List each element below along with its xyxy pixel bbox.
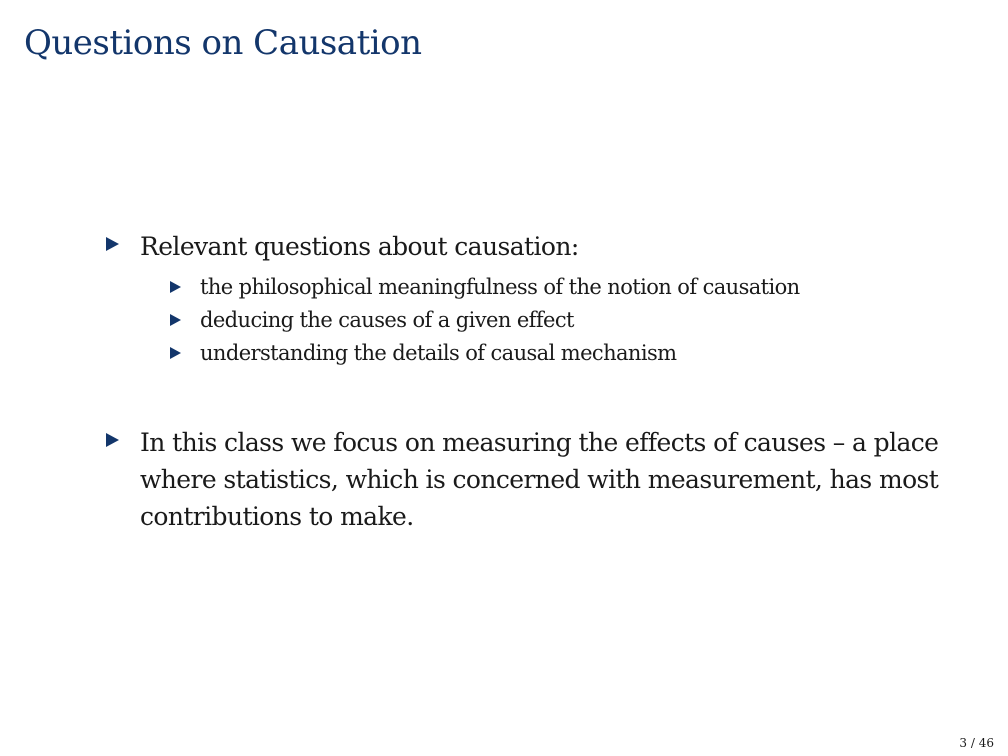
bullet-item-class-focus: [104, 424, 944, 535]
bullet-item-relevant-questions: [104, 228, 944, 370]
sub-bullet-text: understanding the details of causal mechanism: [200, 341, 677, 365]
triangle-right-icon: [106, 237, 119, 251]
triangle-right-icon: [170, 314, 181, 326]
triangle-right-icon: [170, 347, 181, 359]
sub-bullet-item: [166, 304, 944, 337]
triangle-right-icon: [106, 433, 119, 447]
sub-bullet-item: [166, 271, 944, 304]
slide-content: [104, 228, 944, 535]
sub-bullet-text: deducing the causes of a given effect: [200, 308, 574, 332]
slide-title: Questions on Causation: [24, 23, 422, 63]
bullet-text: In this class we focus on measuring the effects of causes – a place where statistics, which is concerned with measurement, has most contributions to make.: [140, 428, 939, 531]
page-number: 3 / 46: [959, 736, 994, 750]
bullet-text: Relevant questions about causation:: [140, 232, 579, 261]
sub-bullet-text: the philosophical meaningfulness of the notion of causation: [200, 275, 800, 299]
triangle-right-icon: [170, 281, 181, 293]
sub-bullet-list: [166, 271, 944, 370]
sub-bullet-item: [166, 337, 944, 370]
